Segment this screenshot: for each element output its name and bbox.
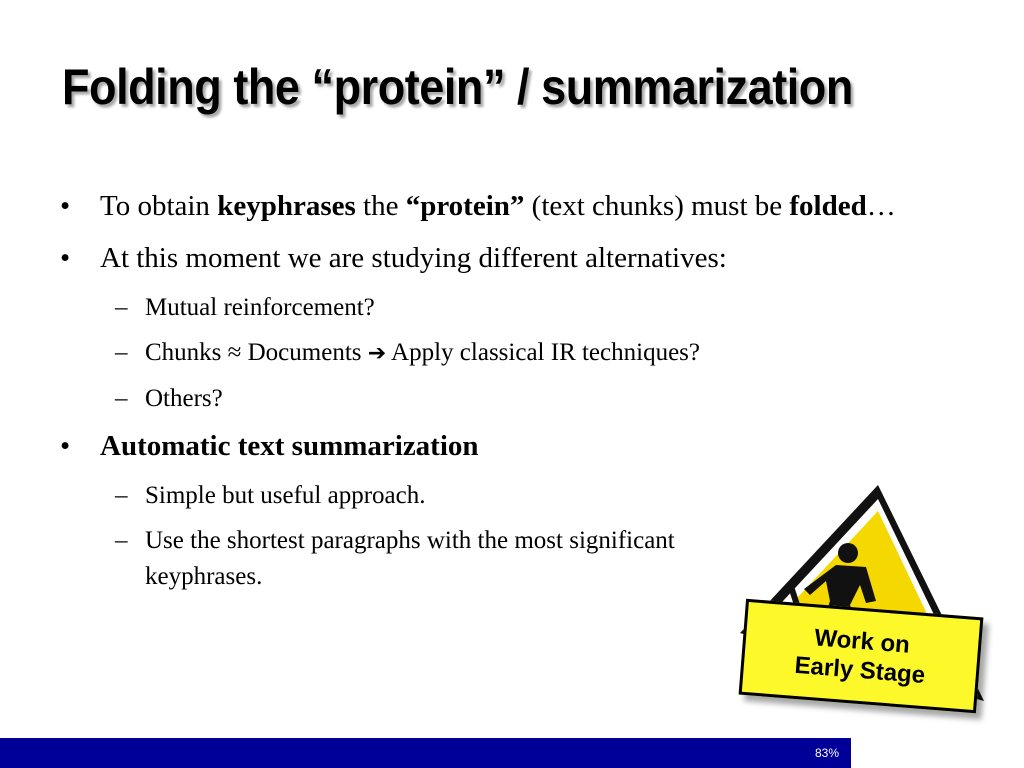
bullet-text: At this moment we are studying different alternatives: (100, 242, 727, 274)
bullet-text: … (866, 190, 896, 222)
bullet-text: the (355, 190, 406, 222)
sub-bullet-text: Simple but useful approach. (145, 482, 426, 509)
bullet-dot: • (60, 430, 71, 462)
sign-line-1: Work on (813, 624, 911, 659)
bullet-bold-protein: “protein” (405, 190, 525, 222)
sub-bullet-mutual (60, 290, 940, 326)
sub-bullet-text: Use the shortest paragraphs with the most significant keyphrases. (145, 527, 675, 590)
bullet-bold-text: Automatic text summarization (100, 430, 479, 462)
bullet-dot: • (60, 242, 71, 274)
sub-bullet-text: Chunks ≈ Documents (145, 339, 368, 366)
sub-bullet-others (60, 381, 940, 417)
sub-bullet-dash: – (115, 294, 128, 321)
bullet-dot: • (60, 190, 71, 222)
bullet-bold-keyphrases: keyphrases (217, 190, 356, 222)
sub-bullet-text: Apply classical IR techniques? (386, 339, 700, 366)
bullet-text: To obtain (100, 190, 218, 222)
bullet-bold-folded: folded (789, 190, 867, 222)
sub-bullet-text: Others? (145, 385, 223, 412)
footer-bar (0, 738, 851, 768)
sub-bullet-dash: – (115, 339, 128, 366)
sub-bullet-dash: – (115, 385, 128, 412)
sub-bullet-shortest (60, 523, 745, 595)
bullet-keyphrases (60, 186, 940, 226)
sub-bullet-dash: – (115, 482, 128, 509)
sub-bullet-chunks (60, 335, 940, 372)
bullet-text: (text chunks) must be (524, 190, 790, 222)
bullet-summarization (60, 426, 940, 466)
sub-bullet-dash: – (115, 527, 128, 554)
progress-percent: 83% (814, 746, 839, 760)
work-in-progress-label (739, 599, 984, 713)
bullet-alternatives (60, 238, 940, 278)
sign-line-2: Early Stage (793, 651, 927, 690)
sub-bullet-text: Mutual reinforcement? (145, 294, 375, 321)
arrow-right-icon: ➔ (367, 341, 387, 366)
slide-title: Folding the “protein” / summarization (62, 59, 853, 115)
